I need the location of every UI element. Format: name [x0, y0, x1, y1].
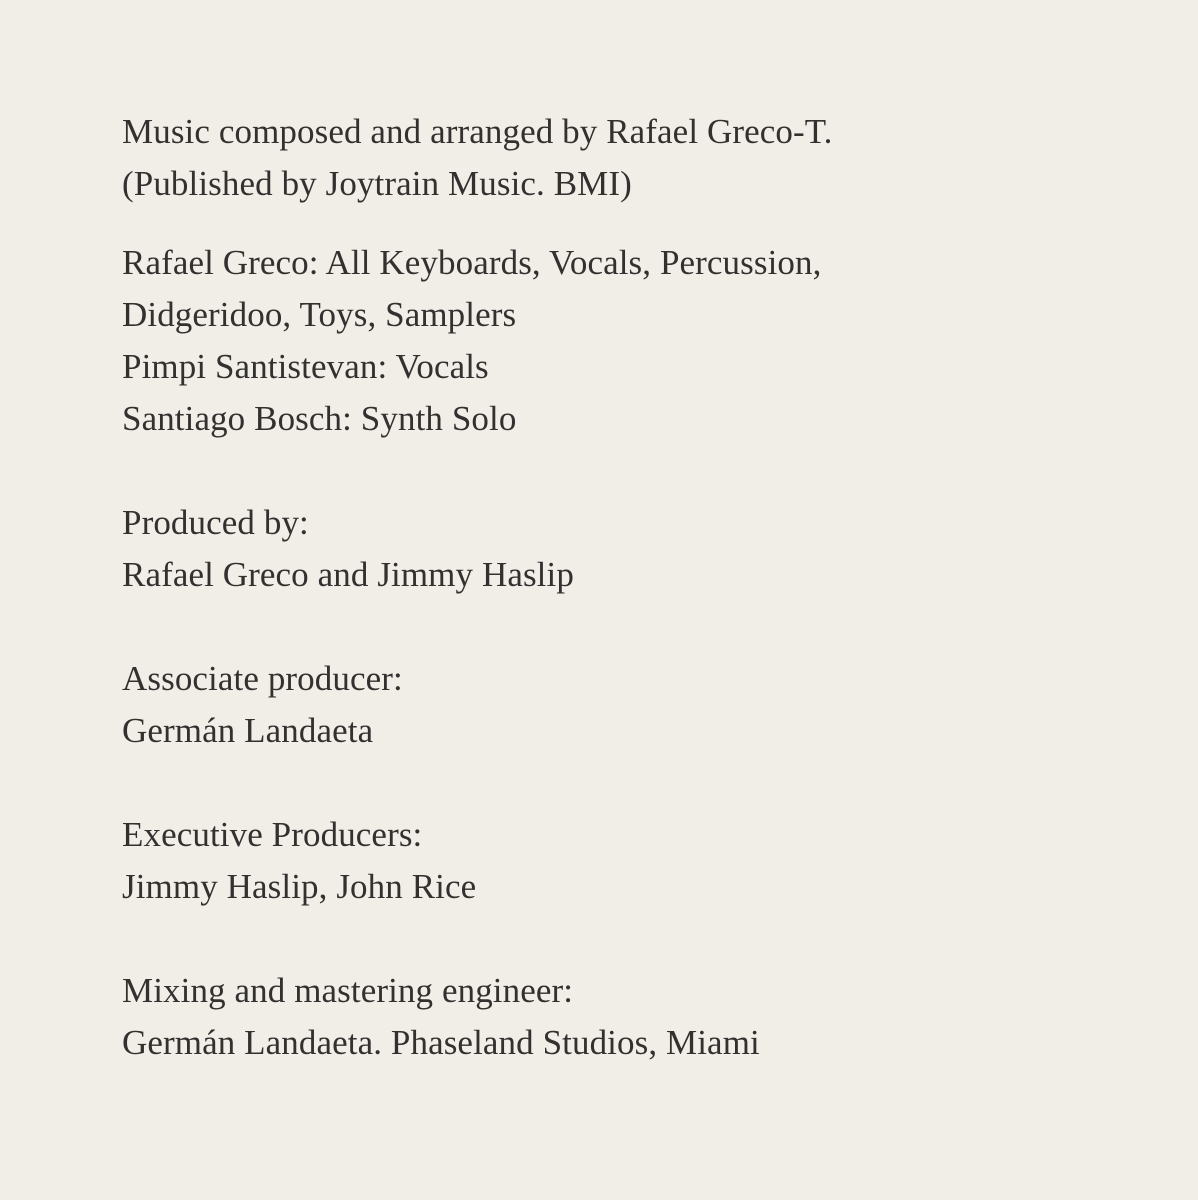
- publisher-line: (Published by Joytrain Music. BMI): [122, 164, 632, 203]
- composition-line: Music composed and arranged by Rafael Greco-T.: [122, 112, 833, 151]
- musician-line: Didgeridoo, Toys, Samplers: [122, 295, 517, 334]
- mixing-credit: [122, 965, 1122, 1069]
- associate-producer-value: Germán Landaeta: [122, 711, 374, 750]
- musicians-credit: [122, 237, 1122, 445]
- musician-line: Santiago Bosch: Synth Solo: [122, 399, 517, 438]
- composition-credit: [122, 106, 1122, 210]
- produced-by-value: Rafael Greco and Jimmy Haslip: [122, 555, 574, 594]
- executive-producers-value: Jimmy Haslip, John Rice: [122, 867, 477, 906]
- mixing-value: Germán Landaeta. Phaseland Studios, Miami: [122, 1023, 760, 1062]
- executive-producers-credit: [122, 809, 1122, 913]
- musician-line: Rafael Greco: All Keyboards, Vocals, Percussion,: [122, 243, 822, 282]
- associate-producer-credit: [122, 653, 1122, 757]
- produced-by-credit: [122, 497, 1122, 601]
- associate-producer-heading: Associate producer:: [122, 659, 403, 698]
- executive-producers-heading: Executive Producers:: [122, 815, 423, 854]
- produced-by-heading: Produced by:: [122, 503, 309, 542]
- mixing-heading: Mixing and mastering engineer:: [122, 971, 574, 1010]
- credits-text: [122, 106, 1122, 1069]
- musician-line: Pimpi Santistevan: Vocals: [122, 347, 489, 386]
